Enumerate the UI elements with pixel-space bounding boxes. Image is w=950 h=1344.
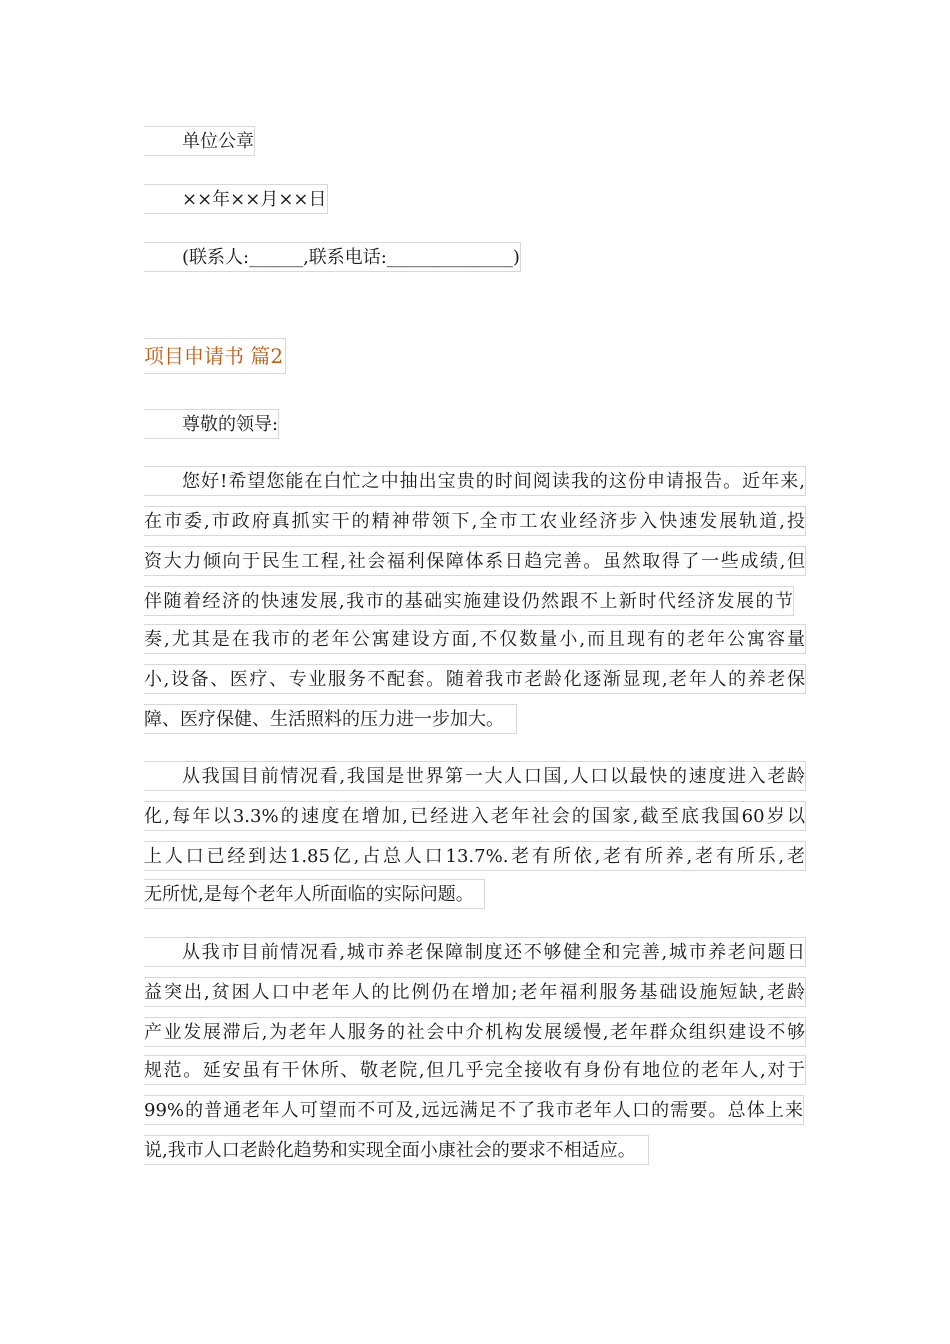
- date-line: ××年××月××日: [144, 184, 328, 214]
- paragraph-3-line-6: 说,我市人口老龄化趋势和实现全面小康社会的要求不相适应。: [144, 1135, 649, 1165]
- paragraph-1-line-4: 伴随着经济的快速发展,我市的基础实施建设仍然跟不上新时代经济发展的节: [144, 586, 794, 616]
- paragraph-3-line-2: 益突出,贫困人口中老年人的比例仍在增加;老年福利服务基础设施短缺,老龄: [144, 977, 806, 1007]
- paragraph-2-line-1: 从我国目前情况看,我国是世界第一大人口国,人口以最快的速度进入老龄: [144, 761, 806, 791]
- paragraph-1-line-2: 在市委,市政府真抓实干的精神带领下,全市工农业经济步入快速发展轨道,投: [144, 506, 806, 536]
- salutation: 尊敬的领导:: [144, 409, 279, 439]
- paragraph-1-line-3: 资大力倾向于民生工程,社会福利保障体系日趋完善。虽然取得了一些成绩,但: [144, 546, 806, 576]
- paragraph-3-line-4: 规范。延安虽有干休所、敬老院,但几乎完全接收有身份有地位的老年人,对于: [144, 1055, 806, 1085]
- seal-label: 单位公章: [144, 126, 255, 156]
- paragraph-2-line-4: 无所忧,是每个老年人所面临的实际问题。: [144, 879, 485, 909]
- paragraph-3-line-1: 从我市目前情况看,城市养老保障制度还不够健全和完善,城市养老问题日: [144, 937, 806, 967]
- contact-line: (联系人:______,联系电话:______________): [144, 242, 521, 272]
- paragraph-1-line-7: 障、医疗保健、生活照料的压力进一步加大。: [144, 704, 517, 734]
- paragraph-2-line-3: 上人口已经到达1.85亿,占总人口13.7%.老有所依,老有所养,老有所乐,老: [144, 841, 806, 871]
- paragraph-1-line-6: 小,设备、医疗、专业服务不配套。随着我市老龄化逐渐显现,老年人的养老保: [144, 664, 806, 694]
- section-heading: 项目申请书 篇2: [144, 338, 286, 374]
- paragraph-3-line-3: 产业发展滞后,为老年人服务的社会中介机构发展缓慢,老年群众组织建设不够: [144, 1017, 806, 1047]
- paragraph-3-line-5: 99%的普通老年人可望而不可及,远远满足不了我市老年人口的需要。总体上来: [144, 1095, 804, 1125]
- paragraph-2-line-2: 化,每年以3.3%的速度在增加,已经进入老年社会的国家,截至底我国60岁以: [144, 801, 806, 831]
- paragraph-1-line-5: 奏,尤其是在我市的老年公寓建设方面,不仅数量小,而且现有的老年公寓容量: [144, 624, 806, 654]
- paragraph-1-line-1: 您好!希望您能在白忙之中抽出宝贵的时间阅读我的这份申请报告。近年来,: [144, 466, 806, 496]
